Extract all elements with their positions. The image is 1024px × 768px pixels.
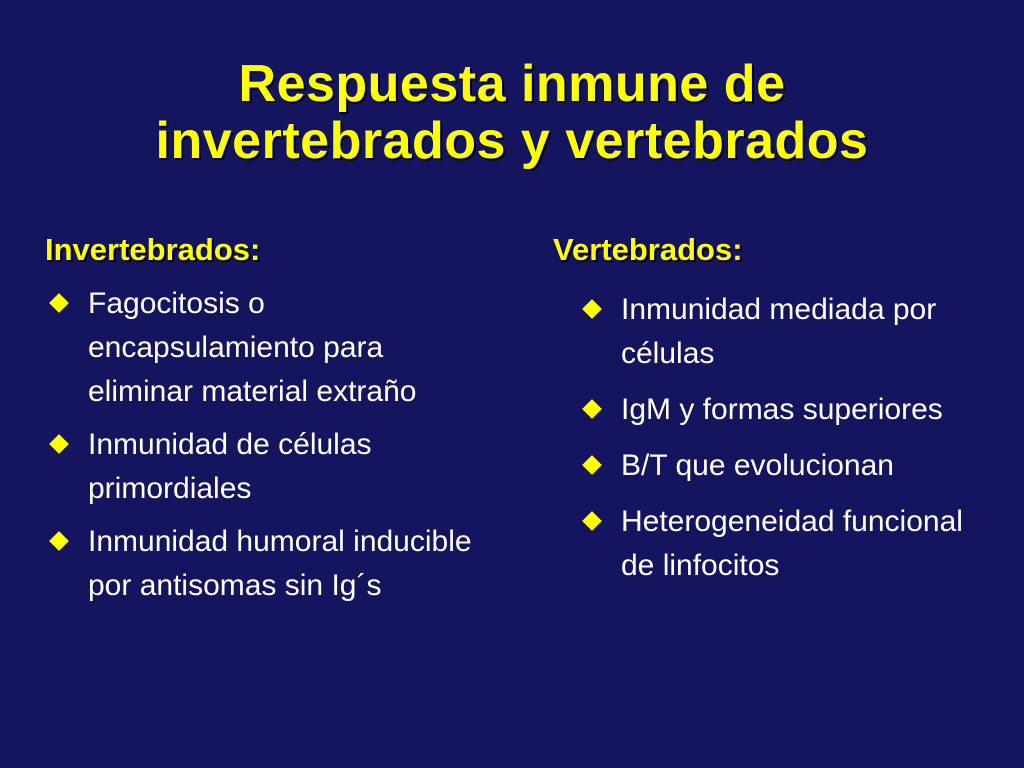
bullet-text: Inmunidad de células primordiales: [88, 428, 372, 505]
slide-title-line-1: Respuesta inmune de: [238, 55, 786, 113]
list-item: [578, 500, 998, 588]
vertebrates-bullet-list: [578, 288, 998, 600]
diamond-bullet-icon: [49, 293, 69, 313]
invertebrates-heading: Invertebrados:: [45, 232, 261, 267]
list-item: [578, 444, 998, 488]
slide-title: [0, 56, 1024, 170]
slide-title-line-2: invertebrados y vertebrados: [155, 112, 869, 170]
bullet-text: Inmunidad humoral inducible por antisomas sin Ig´s: [88, 525, 472, 602]
bullet-text: Heterogeneidad funcional de linfocitos: [621, 505, 963, 582]
diamond-bullet-icon: [582, 399, 602, 419]
list-item: [578, 388, 998, 432]
diamond-bullet-icon: [582, 511, 602, 531]
diamond-bullet-icon: [582, 455, 602, 475]
bullet-text: IgM y formas superiores: [621, 393, 943, 426]
diamond-bullet-icon: [582, 299, 602, 319]
list-item: [45, 520, 495, 608]
list-item: [45, 282, 495, 414]
diamond-bullet-icon: [49, 531, 69, 551]
list-item: [578, 288, 998, 376]
bullet-text: Inmunidad mediada por células: [621, 293, 937, 370]
list-item: [45, 423, 495, 511]
invertebrates-bullet-list: [45, 282, 495, 617]
bullet-text: Fagocitosis o encapsulamiento para eliminar material extraño: [88, 287, 417, 408]
bullet-text: B/T que evolucionan: [621, 449, 894, 482]
diamond-bullet-icon: [49, 434, 69, 454]
vertebrates-heading: Vertebrados:: [553, 232, 743, 267]
